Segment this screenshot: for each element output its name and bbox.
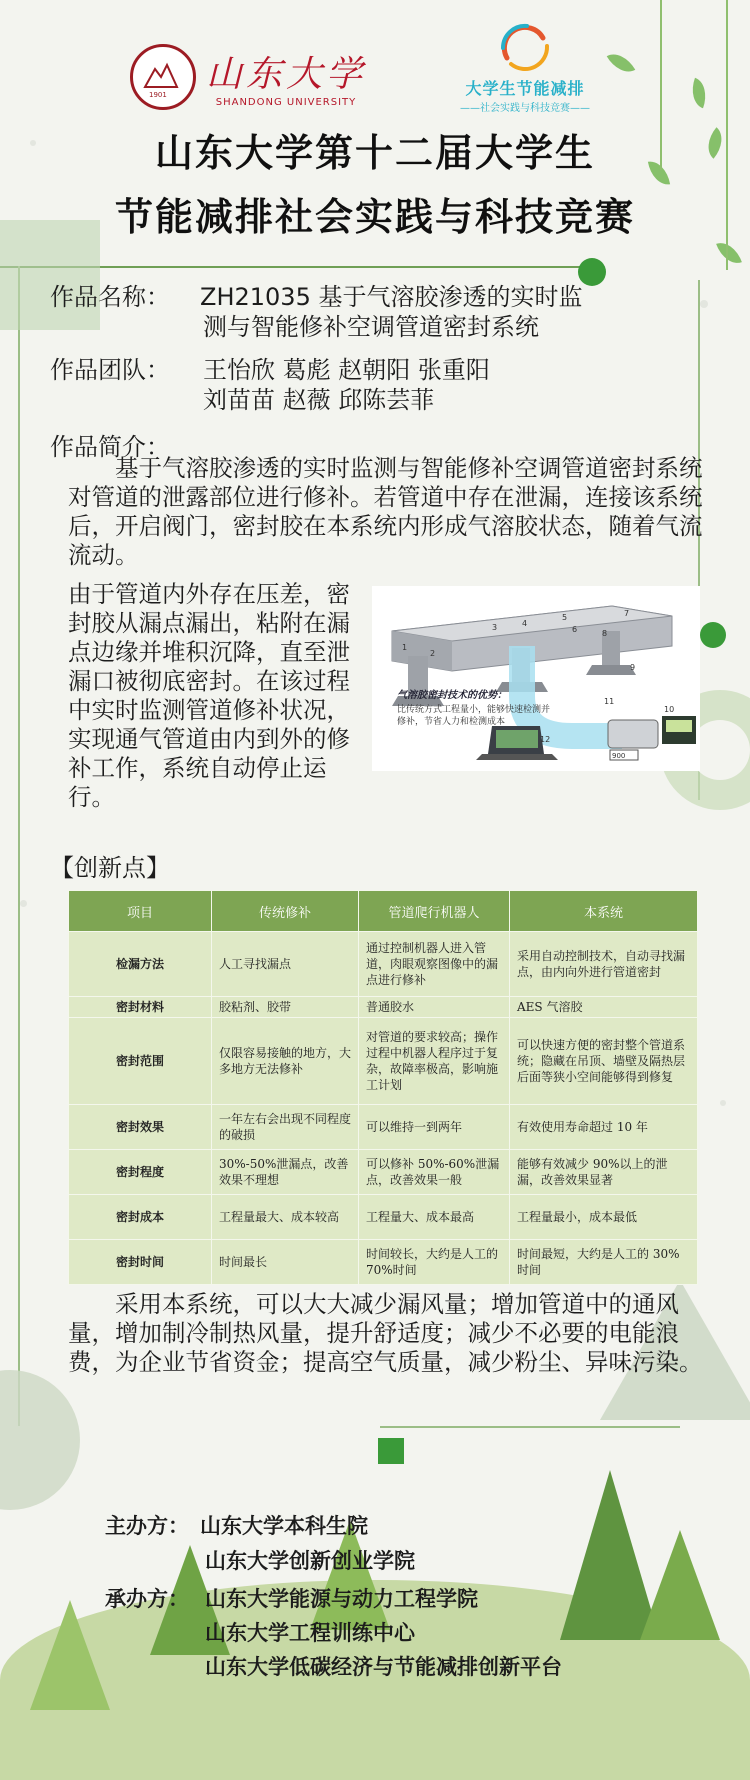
figure-label-12: 12 (540, 735, 551, 744)
table-cell: 工程量大、成本最高 (359, 1195, 510, 1240)
figure-label-10: 10 (664, 705, 675, 714)
seal-year: 1901 (149, 91, 167, 99)
figure-label-4: 4 (522, 619, 528, 628)
table-header-row (69, 891, 698, 932)
table-cell: 胶粘剂、胶带 (212, 997, 359, 1018)
leaf-icon (716, 238, 742, 269)
host-label: 主办方： (105, 1514, 189, 1538)
table-cell: 密封时间 (69, 1240, 212, 1285)
duct-system-diagram (372, 586, 700, 771)
competition-logo-sub: ——社会实践与科技竞赛—— (460, 103, 590, 114)
table-row (69, 1018, 698, 1105)
table-cell: 工程量最大、成本较高 (212, 1195, 359, 1240)
table-cell: 时间最长 (212, 1240, 359, 1285)
page-title-line1: 山东大学第十二届大学生 (154, 131, 595, 175)
table-cell: AES 气溶胶 (510, 997, 698, 1018)
page-title-line2: 节能减排社会实践与科技竞赛 (114, 195, 635, 239)
organizer-2: 山东大学工程训练中心 (205, 1621, 415, 1645)
background-speckle (720, 1100, 726, 1106)
table-cell: 工程量最小，成本最低 (510, 1195, 698, 1240)
table-cell: 密封效果 (69, 1105, 212, 1150)
frame-line-bottom (380, 1426, 680, 1428)
host-1: 山东大学本科生院 (200, 1514, 368, 1538)
table-cell: 采用自动控制技术，自动寻找漏点，由内向外进行管道密封 (510, 932, 698, 997)
tree-icon (640, 1530, 720, 1640)
competition-logo-name: 大学生节能减排 (465, 79, 585, 98)
figure-caption-text: 比传统方式工程量小，能够快速检测并修补，节省人力和检测成本 (397, 705, 551, 727)
figure-caption-title: 气溶胶密封技术的优势： (397, 690, 507, 701)
conclusion-paragraph: 采用本系统，可以大大减少漏风量；增加管道中的通风量，增加制冷制热风量，提升舒适度；减少不必要的电能浪费，为企业节省资金；提高空气质量，减少粉尘、异味污染。 (68, 1290, 703, 1376)
table-cell: 可以修补 50%-60%泄漏点，改善效果一般 (359, 1150, 510, 1195)
table-cell: 密封材料 (69, 997, 212, 1018)
host-2: 山东大学创新创业学院 (205, 1549, 415, 1573)
intro-paragraph-1: 基于气溶胶渗透的实时监测与智能修补空调管道密封系统对管道的泄露部位进行修补。若管道中存在泄漏，连接该系统后，开启阀门，密封胶在本系统内形成气溶胶状态，随着气流流动。 (68, 454, 703, 569)
intro-label: 作品简介： (50, 433, 170, 461)
organizer-3: 山东大学低碳经济与节能减排创新平台 (205, 1655, 562, 1679)
table-cell: 检漏方法 (69, 932, 212, 997)
table-cell: 一年左右会出现不同程度的破损 (212, 1105, 359, 1150)
table-cell: 人工寻找漏点 (212, 932, 359, 997)
duct-diagram-illustration (372, 586, 700, 771)
project-name-label: 作品名称： (50, 283, 170, 311)
table-cell: 对管道的要求较高；操作过程中机器人程序过于复杂，故障率极高，影响施工计划 (359, 1018, 510, 1105)
project-team (50, 355, 730, 419)
table-row (69, 932, 698, 997)
figure-caption (397, 690, 557, 728)
organizer-1: 山东大学能源与动力工程学院 (205, 1587, 478, 1611)
tree-icon (30, 1600, 110, 1710)
table-cell: 时间最短，大约是人工的 30%时间 (510, 1240, 698, 1285)
table-row (69, 1105, 698, 1150)
figure-label-3: 3 (492, 623, 498, 632)
table-cell: 密封程度 (69, 1150, 212, 1195)
university-seal-icon (130, 44, 196, 110)
table-row (69, 1150, 698, 1195)
figure-label-7: 7 (624, 609, 630, 618)
comparison-table (68, 890, 698, 1285)
figure-label-5: 5 (562, 613, 568, 622)
column-header: 项目 (69, 891, 212, 932)
team-line2: 刘苗苗 赵薇 邱陈芸菲 (203, 386, 435, 414)
table-cell: 仅限容易接触的地方，大多地方无法修补 (212, 1018, 359, 1105)
figure-label-11: 11 (604, 697, 615, 706)
figure-label-2: 2 (430, 649, 436, 658)
organizer-label: 承办方： (105, 1587, 189, 1611)
project-name-line1: ZH21035 基于气溶胶渗透的实时监 (200, 283, 583, 311)
table-cell: 通过控制机器人进入管道，肉眼观察图像中的漏点进行修补 (359, 932, 510, 997)
figure-gauge-text: 900 (612, 752, 626, 760)
table-row (69, 997, 698, 1018)
figure-label-8: 8 (602, 629, 608, 638)
figure-label-6: 6 (572, 625, 578, 634)
frame-line-left (18, 266, 20, 1426)
competition-ring-icon (497, 20, 553, 76)
table-cell: 30%-50%泄漏点，改善效果不理想 (212, 1150, 359, 1195)
project-name (50, 282, 730, 346)
column-header: 传统修补 (212, 891, 359, 932)
column-header: 管道爬行机器人 (359, 891, 510, 932)
innovation-heading: 【创新点】 (50, 854, 170, 882)
green-dot-right (700, 622, 726, 648)
table-cell: 密封范围 (69, 1018, 212, 1105)
shandong-university-logo (130, 44, 366, 110)
green-ring-left (0, 1370, 80, 1510)
team-line1: 王怡欣 葛彪 赵朝阳 张重阳 (203, 356, 490, 384)
project-name-line2: 测与智能修补空调管道密封系统 (203, 313, 539, 341)
table-row (69, 1240, 698, 1285)
competition-logo (430, 20, 620, 114)
table-cell: 可以维持一到两年 (359, 1105, 510, 1150)
intro-paragraph-2: 由于管道内外存在压差，密封胶从漏点漏出，粘附在漏点边缘并堆积沉降，直至泄漏口被彻底密封。在该过程中实时监测管道修补状况，实现通气管道由内到外的修补工作，系统自动停止运行。 (68, 580, 350, 811)
table-cell: 可以快速方便的密封整个管道系统；隐藏在吊顶、墙壁及隔热层后面等狭小空间能够得到修复 (510, 1018, 698, 1105)
university-name-cn: 山东大学 (206, 54, 367, 95)
green-dot-bottom (378, 1438, 404, 1464)
column-header: 本系统 (510, 891, 698, 932)
table-row (69, 1195, 698, 1240)
table-cell: 能够有效减少 90%以上的泄漏，改善效果显著 (510, 1150, 698, 1195)
figure-label-9: 9 (630, 663, 636, 672)
university-name-en: SHANDONG UNIVERSITY (215, 97, 357, 108)
team-label: 作品团队： (50, 356, 170, 384)
leaf-icon (686, 78, 712, 109)
table-cell: 时间较长，大约是人工的 70%时间 (359, 1240, 510, 1285)
background-speckle (20, 900, 27, 907)
table-cell: 密封成本 (69, 1195, 212, 1240)
figure-label-1: 1 (402, 643, 408, 652)
table-cell: 有效使用寿命超过 10 年 (510, 1105, 698, 1150)
table-cell: 普通胶水 (359, 997, 510, 1018)
